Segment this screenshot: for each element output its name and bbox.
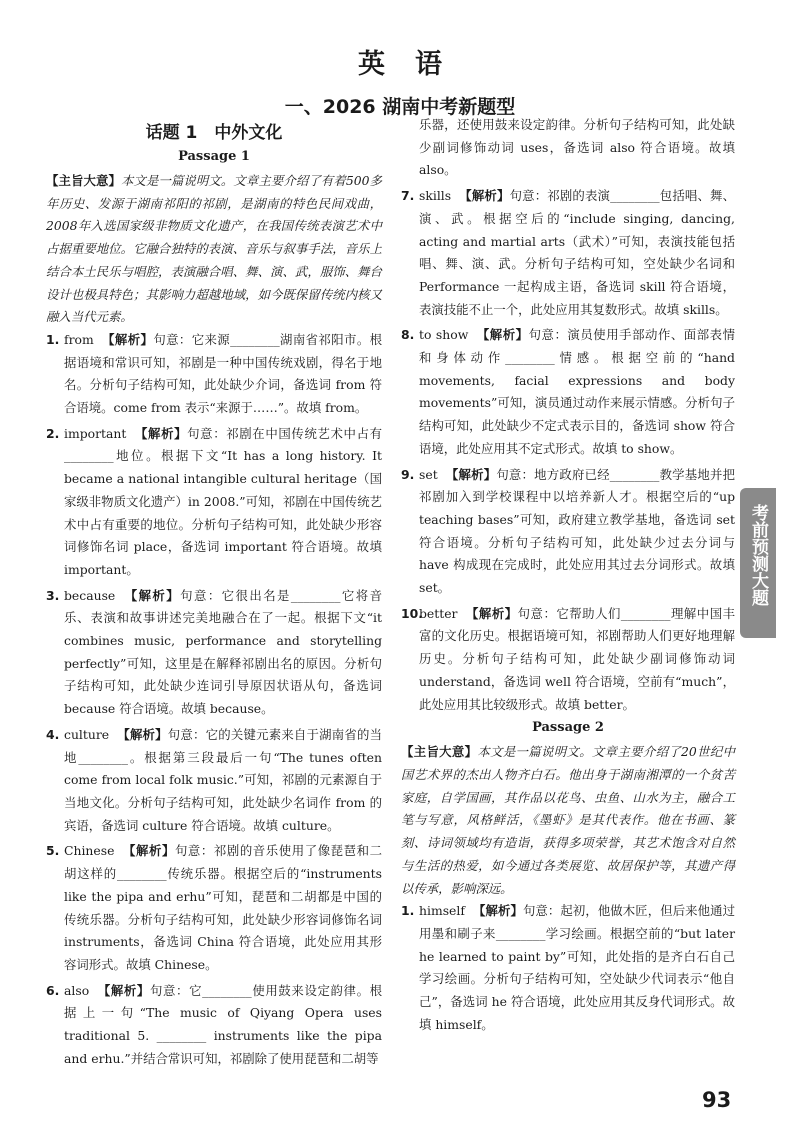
passage-2-summary xyxy=(401,741,735,900)
summary-text: 本文是一篇说明文。文章主要介绍了20世纪中国艺术界的杰出人物齐白石。他出身于湖南湘潭的一个贫苦家庭，自学国画，其作品以花鸟、虫鱼、山水为主，融合工笔与写意，风格鲜活，《墨虾》是其代表作。他在书画、篆刻、诗词领域均有造诣，获得多项荣誉，其艺术饱含对自然与生活的热爱，如今通过各类展览、故居保护等，其遗产得以传承，影响深远。 xyxy=(401,744,735,896)
answer-item xyxy=(46,724,382,838)
summary-tag: 【主旨大意】 xyxy=(401,744,478,760)
answer-item-continuation xyxy=(401,114,735,182)
answer-item xyxy=(46,840,382,976)
summary-tag: 【主旨大意】 xyxy=(46,173,121,188)
item-number: 2. xyxy=(46,425,60,441)
item-explanation: 句意：它来源________湖南省祁阳市。根据语境和常识可知，祁剧是一种中国传统戏剧，得名于地名。分析句子结构可知，此处缺少介词，备选词 from 符合语境。come from 表示“来源于……”。故填 from。 xyxy=(64,331,383,416)
item-explanation: 句意：演员使用手部动作、面部表情和身体动作________情感。根据空前的“hand movements, facial expressions and body movements”可知，演员通过动作来展示情感。分析句子结构可知，此处缺少不定式表示目的，备选词 show 符合语境，此处应用其不定式形式。故填 to show。 xyxy=(419,327,735,456)
answer-item xyxy=(401,603,735,717)
answer-item xyxy=(401,900,735,1036)
item-answer: also xyxy=(64,982,90,998)
passage-2-heading: Passage 2 xyxy=(532,720,604,736)
topic-heading: 话题 1 中外文化 xyxy=(145,123,283,143)
item-explanation: 句意：祁剧的音乐使用了像琵琶和二胡这样的________传统乐器。根据空后的“instruments like the pipa and erhu”可知，琵琶和二胡都是中国的传统乐器。分析句子结构可知，此处缺少形容词修饰名词 instruments，备选词 China 符合语境，此处应用其形容词形式。故填 Chinese。 xyxy=(64,843,382,972)
answer-item xyxy=(46,329,382,420)
item-number: 6. xyxy=(46,982,60,998)
answer-item xyxy=(401,464,735,600)
analysis-tag: 【解析】 xyxy=(97,982,150,998)
item-number: 7. xyxy=(401,188,415,204)
item-answer: skills xyxy=(419,188,452,204)
item-number: 10. xyxy=(401,605,423,621)
passage-1-heading: Passage 1 xyxy=(178,149,250,164)
right-column xyxy=(401,114,735,1039)
item-explanation: 句意：它很出名是________它将音乐、表演和故事讲述完美地融合在了一起。根据下文“it combines music, performance and storytelling perfectly”可知，这里是在解释祁剧出名的原因。分析句子结构可知，此处缺少连词引导原因状语从句，备选词 because 符合语境。故填 because。 xyxy=(64,587,383,717)
page-number: 93 xyxy=(702,1088,732,1112)
item-number: 3. xyxy=(46,587,60,603)
analysis-tag: 【解析】 xyxy=(476,327,529,343)
item-explanation: 句意：它帮助人们________理解中国丰富的文化历史。根据语境可知，祁剧帮助人们更好地理解历史。分析句子结构可知，此处缺少副词修饰动词 understand，备选词 well 符合语境，空前有“much”，此处应用其比较级形式。故填 better。 xyxy=(419,605,736,712)
analysis-tag: 【解析】 xyxy=(117,726,168,742)
item-number: 1. xyxy=(401,903,415,919)
passage-1-summary xyxy=(46,170,382,329)
item-answer: because xyxy=(64,587,116,603)
analysis-tag: 【解析】 xyxy=(123,587,181,603)
page-title: 英语 xyxy=(358,49,472,80)
item-explanation: 句意：地方政府已经________教学基地并把祁剧加入到学校课程中以培养新人才。根据空后的“up teaching bases”可知，政府建立教学基地，备选词 set 符合语境。分析句子结构可知，此处缺少过去分词与 have 构成现在完成时，此处应用其过去分词形式。故填 set。 xyxy=(419,466,736,596)
analysis-tag: 【解析】 xyxy=(459,188,510,204)
item-number: 1. xyxy=(46,331,60,347)
item-number: 8. xyxy=(401,327,415,343)
side-tab-label: 考前预测大题 xyxy=(748,504,768,606)
item-answer: himself xyxy=(419,903,465,919)
item-answer: to show xyxy=(419,327,469,343)
analysis-tag: 【解析】 xyxy=(465,605,518,621)
item-answer: culture xyxy=(64,726,110,742)
item-answer: better xyxy=(419,605,458,621)
analysis-tag: 【解析】 xyxy=(472,903,523,919)
item-answer: Chinese xyxy=(64,843,115,859)
analysis-tag: 【解析】 xyxy=(134,425,188,441)
item-explanation: 句意：它________使用鼓来设定韵律。根据上一句“The music of Qiyang Opera uses traditional 5. ________ instruments like the pipa and erhu.”并结合常识可知，祁剧除了使用琵琶和二胡等 xyxy=(64,982,383,1066)
answer-item xyxy=(46,585,382,721)
item-explanation: 句意：它的关键元素来自于湖南省的当地________。根据第三段最后一句“The tunes often come from local folk music.”可知，祁剧的元素源自于当地文化。分析句子结构可知，此处缺少名词作 from 的宾语，备选词 culture 符合语境。故填 culture。 xyxy=(64,726,383,833)
analysis-tag: 【解析】 xyxy=(101,331,154,347)
left-column xyxy=(46,114,382,1073)
item-explanation: 句意：祁剧在中国传统艺术中占有________地位。根据下文“It has a long history. It became a national intangible cultural heritage（国家级非物质文化遗产）in 2008.”可知，祁剧在中国传统艺术中占有重要的地位。分析句子结构可知，此处缺少形容词修饰名词 place，备选词 important 符合语境。故填 important。 xyxy=(64,425,383,577)
analysis-tag: 【解析】 xyxy=(445,466,497,482)
answer-item xyxy=(401,324,735,460)
item-number: 5. xyxy=(46,843,60,859)
summary-text: 本文是一篇说明文。文章主要介绍了有着500多年历史、发源于湖南祁阳的祁剧，是湖南的特色民间戏曲，2008年入选国家级非物质文化遗产，在我国传统表演艺术中占据重要地位。它融合独特的表演、音乐与叙事手法，音乐上结合本土民乐与唱腔，表演融合唱、舞、演、武，服饰、舞台设计也极具特色；其影响力超越地域，如今既保留传统内核又融入当代元素。 xyxy=(46,173,382,325)
item-number: 9. xyxy=(401,466,415,482)
analysis-tag: 【解析】 xyxy=(122,843,175,859)
answer-item xyxy=(46,423,382,582)
answer-item xyxy=(46,980,382,1071)
item-answer: from xyxy=(64,331,94,347)
item-explanation: 句意：祁剧的表演________包括唱、舞、演、武。根据空后的“include singing, dancing, acting and martial arts（武术）”可知，表演技能包括唱、舞、演、武。分析句子结构可知，空处缺少名词和 Performance 一起构成主语，备选词 skill 符合语境，表演技能不止一个，此处应用其复数形式。故填 skills。 xyxy=(419,188,736,317)
item-number: 4. xyxy=(46,726,60,742)
item-explanation: 乐器，还使用鼓来设定韵律。分析句子结构可知，此处缺少副词修饰动词 uses，备选词 also 符合语境。故填 also。 xyxy=(419,117,735,178)
answer-item xyxy=(401,185,735,321)
item-explanation: 句意：起初，他做木匠，但后来他通过用墨和刷子来________学习绘画。根据空前的“but later he learned to paint by”可知，此处指的是齐白石自己学习绘画。分析句子结构可知，空处缺少代词表示“他自己”，备选词 he 符合语境，此处应用其反身代词形式。故填 himself。 xyxy=(419,903,736,1032)
section-title: 一、2026 湖南中考新题型 xyxy=(284,96,516,118)
item-answer: set xyxy=(419,466,438,482)
side-tab xyxy=(740,488,776,638)
item-answer: important xyxy=(64,425,127,441)
